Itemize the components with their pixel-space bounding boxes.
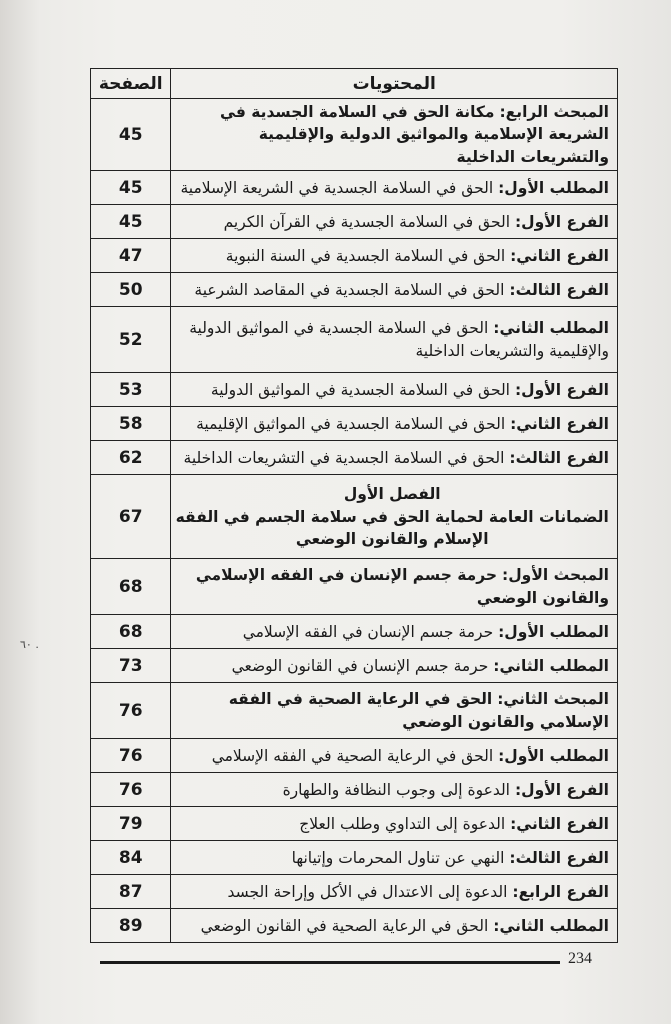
toc-entry-text: الحق في السلامة الجسدية في المقاصد الشرعية: [194, 280, 505, 299]
toc-entry-page: 76: [91, 739, 171, 773]
toc-entry-text: الضمانات العامة لحماية الحق في سلامة الجسم في الفقه الإسلام والقانون الوضعي: [175, 507, 609, 549]
toc-entry-page: 52: [91, 307, 171, 373]
toc-entry-label: الفصل الأول: [343, 485, 441, 504]
toc-entry-title: [171, 739, 618, 773]
toc-entry-page: 45: [91, 205, 171, 239]
toc-entry-label: المطلب الثاني:: [493, 916, 609, 935]
margin-mark: ٦٠ .: [20, 638, 39, 651]
toc-entry-page: 67: [91, 475, 171, 559]
table-of-contents: [90, 68, 618, 943]
toc-entry-title: [171, 773, 618, 807]
toc-entry-title: [171, 441, 618, 475]
toc-row: [91, 239, 618, 273]
toc-row: [91, 773, 618, 807]
toc-entry-text: النهي عن تناول المحرمات وإتيانها: [291, 848, 505, 867]
toc-entry-page: 76: [91, 773, 171, 807]
toc-entry-page: 45: [91, 171, 171, 205]
toc-entry-label: المبحث الأول:: [502, 566, 609, 585]
toc-entry-text: الدعوة إلى الاعتدال في الأكل وإراحة الجسد: [227, 882, 508, 901]
toc-row: [91, 875, 618, 909]
toc-entry-label: المطلب الثاني:: [493, 319, 609, 338]
toc-entry-title: [171, 475, 618, 559]
toc-row: [91, 615, 618, 649]
toc-row: [91, 909, 618, 943]
toc-row: [91, 841, 618, 875]
toc-row: [91, 475, 618, 559]
toc-entry-label: الفرع الثالث:: [509, 848, 609, 867]
toc-entry-label: المبحث الرابع:: [499, 103, 609, 121]
toc-entry-text: الحق في السلامة الجسدية في القرآن الكريم: [223, 212, 510, 231]
toc-entry-page: 87: [91, 875, 171, 909]
toc-row: [91, 407, 618, 441]
toc-entry-label: المطلب الأول:: [498, 622, 609, 641]
toc-entry-label: الفرع الرابع:: [512, 882, 609, 901]
toc-entry-page: 84: [91, 841, 171, 875]
toc-row: [91, 171, 618, 205]
toc-entry-text: الحق في السلامة الجسدية في السنة النبوية: [225, 246, 506, 265]
toc-entry-title: [171, 239, 618, 273]
toc-entry-label: المطلب الأول:: [498, 746, 609, 765]
toc-entry-text: الحق في السلامة الجسدية في المواثيق الإقليمية: [196, 414, 506, 433]
toc-row: [91, 373, 618, 407]
toc-row: [91, 807, 618, 841]
toc-entry-title: [171, 205, 618, 239]
toc-entry-title: [171, 841, 618, 875]
toc-entry-text: الحق في السلامة الجسدية في المواثيق الدولية والإقليمية والتشريعات الداخلية: [189, 319, 609, 360]
toc-row: [91, 99, 618, 171]
toc-entry-page: 79: [91, 807, 171, 841]
page-number: 234: [568, 950, 592, 967]
toc-entry-label: الفرع الثاني:: [510, 414, 609, 433]
toc-row: [91, 683, 618, 739]
toc-entry-title: [171, 683, 618, 739]
footer-rule: [100, 961, 560, 964]
toc-entry-label: المطلب الأول:: [498, 178, 609, 197]
toc-entry-title: [171, 875, 618, 909]
toc-entry-page: 68: [91, 559, 171, 615]
toc-entry-text: الحق في الرعاية الصحية في الفقه الإسلامي والقانون الوضعي: [228, 690, 609, 731]
toc-entry-label: الفرع الأول:: [514, 780, 609, 799]
toc-entry-page: 68: [91, 615, 171, 649]
toc-entry-text: حرمة جسم الإنسان في الفقه الإسلامي والقانون الوضعي: [195, 566, 609, 607]
toc-row: [91, 559, 618, 615]
toc-entry-text: الحق في الرعاية الصحية في القانون الوضعي: [200, 916, 489, 935]
toc-entry-label: المبحث الثاني:: [497, 690, 609, 709]
toc-entry-page: 47: [91, 239, 171, 273]
toc-entry-label: الفرع الأول:: [514, 212, 609, 231]
toc-entry-label: الفرع الثالث:: [509, 280, 609, 299]
toc-entry-page: 62: [91, 441, 171, 475]
toc-entry-text: الحق في السلامة الجسدية في الشريعة الإسلامية: [180, 178, 494, 197]
toc-entry-label: الفرع الأول:: [514, 380, 609, 399]
toc-entry-text: الدعوة إلى التداوي وطلب العلاج: [299, 814, 506, 833]
header-row: [91, 69, 618, 99]
toc-entry-text: الحق في السلامة الجسدية في المواثيق الدولية: [210, 380, 510, 399]
toc-entry-page: 53: [91, 373, 171, 407]
toc-entry-title: [171, 649, 618, 683]
toc-entry-text: الحق في السلامة الجسدية في التشريعات الداخلية: [183, 448, 505, 467]
toc-entry-title: [171, 909, 618, 943]
toc-entry-title: [171, 99, 618, 171]
toc-entry-text: الحق في الرعاية الصحية في الفقه الإسلامي: [211, 746, 494, 765]
toc-entry-title: [171, 559, 618, 615]
toc-entry-page: 89: [91, 909, 171, 943]
toc-entry-title: [171, 615, 618, 649]
toc-entry-title: [171, 807, 618, 841]
toc-entry-text: حرمة جسم الإنسان في الفقه الإسلامي: [242, 622, 494, 641]
toc-entry-label: المطلب الثاني:: [493, 656, 609, 675]
toc-entry-text: مكانة الحق في السلامة الجسدية في الشريعة الإسلامية والمواثيق الدولية والإقليمية والتشريعات الداخلية: [220, 103, 609, 166]
toc-entry-label: الفرع الثاني:: [510, 246, 609, 265]
toc-row: [91, 307, 618, 373]
toc-row: [91, 273, 618, 307]
toc-entry-title: [171, 307, 618, 373]
header-contents: المحتويات: [171, 69, 618, 99]
toc-row: [91, 649, 618, 683]
toc-entry-text: الدعوة إلى وجوب النظافة والطهارة: [282, 780, 510, 799]
toc-entry-text: حرمة جسم الإنسان في القانون الوضعي: [231, 656, 489, 675]
toc-body: [91, 99, 618, 943]
toc-row: [91, 205, 618, 239]
toc-entry-label: الفرع الثالث:: [509, 448, 609, 467]
toc-entry-title: [171, 171, 618, 205]
toc-entry-page: 50: [91, 273, 171, 307]
toc-entry-title: [171, 407, 618, 441]
toc-row: [91, 441, 618, 475]
toc-entry-title: [171, 273, 618, 307]
toc-entry-title: [171, 373, 618, 407]
toc-row: [91, 739, 618, 773]
header-page: الصفحة: [91, 69, 171, 99]
toc-entry-label: الفرع الثاني:: [510, 814, 609, 833]
toc-entry-page: 58: [91, 407, 171, 441]
toc-entry-page: 45: [91, 99, 171, 171]
toc-entry-page: 76: [91, 683, 171, 739]
toc-entry-page: 73: [91, 649, 171, 683]
